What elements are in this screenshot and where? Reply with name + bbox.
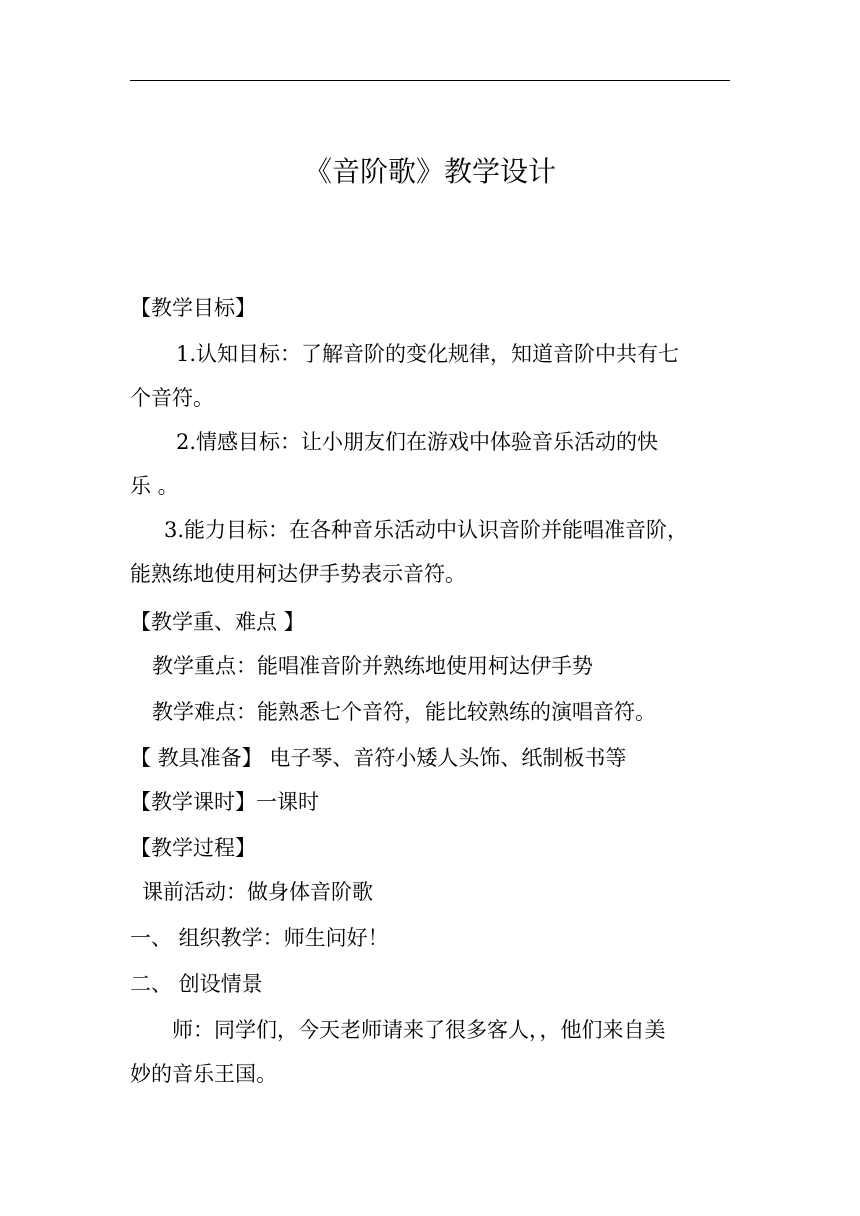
paragraph-line: 个音符。 <box>130 386 214 410</box>
section-heading-duration: 【教学课时】一课时 <box>130 790 319 814</box>
document-title: 《音阶歌》教学设计 <box>303 155 556 188</box>
paragraph-line: 教学重点：能唱准音阶并熟练地使用柯达伊手势 <box>152 654 593 678</box>
section-heading-objectives: 【教学目标】 <box>130 296 256 320</box>
paragraph-line: 1.认知目标：了解音阶的变化规律，知道音阶中共有七 <box>176 342 680 366</box>
header-rule <box>130 80 730 81</box>
section-heading-materials: 【 教具准备】 电子琴、音符小矮人头饰、纸制板书等 <box>130 746 627 770</box>
paragraph-line: 师：同学们，今天老师请来了很多客人，，他们来自美 <box>172 1018 666 1042</box>
paragraph-line: 乐 。 <box>130 474 179 498</box>
paragraph-line: 课前活动：做身体音阶歌 <box>142 880 373 904</box>
paragraph-line: 3.能力目标：在各种音乐活动中认识音阶并能唱准音阶， <box>164 518 689 542</box>
section-heading-process: 【教学过程】 <box>130 836 256 860</box>
paragraph-line: 教学难点：能熟悉七个音符，能比较熟练的演唱音符。 <box>152 700 656 724</box>
paragraph-line: 能熟练地使用柯达伊手势表示音符。 <box>130 562 466 586</box>
section-heading-key-points: 【教学重、难点 】 <box>130 610 305 634</box>
paragraph-line: 一、 组织教学：师生问好！ <box>130 926 389 950</box>
paragraph-line: 妙的音乐王国。 <box>130 1062 277 1086</box>
paragraph-line: 2.情感目标：让小朋友们在游戏中体验音乐活动的快 <box>176 430 659 454</box>
paragraph-line: 二、 创设情景 <box>130 972 263 996</box>
